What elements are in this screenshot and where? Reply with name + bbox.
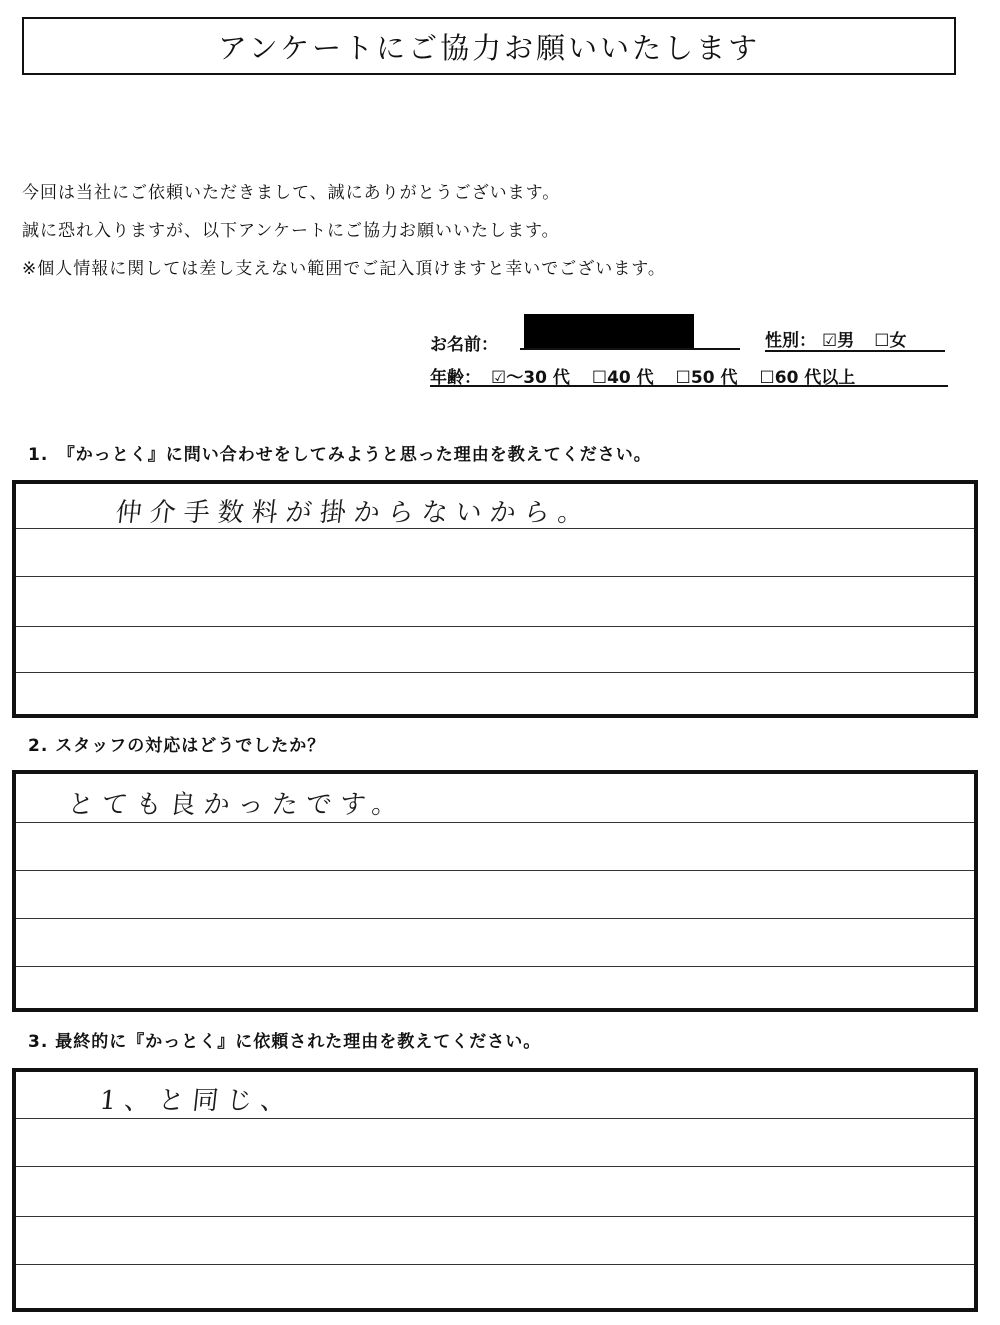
age-label: 年齢： xyxy=(430,368,481,388)
checked-box-icon: ☑ xyxy=(491,368,507,388)
ruled-line xyxy=(16,626,974,627)
empty-box-icon: ☐ xyxy=(874,331,890,351)
name-label: お名前： xyxy=(430,335,498,355)
age-option-label: ～30 代 xyxy=(506,368,570,388)
question-1-label: 1. 『かっとく』に問い合わせをしてみようと思った理由を教えてください。 xyxy=(28,445,652,465)
checked-box-icon: ☑ xyxy=(822,331,838,351)
question-2-answer-text: とても良かったです。 xyxy=(66,790,408,820)
empty-box-icon: ☐ xyxy=(759,368,775,388)
question-2-answer-box[interactable] xyxy=(12,770,978,1012)
ruled-line xyxy=(16,1118,974,1119)
intro-line-1: 今回は当社にご依頼いただきまして、誠にありがとうございます。 xyxy=(22,183,561,203)
gender-option-female[interactable] xyxy=(874,326,906,351)
name-redaction xyxy=(524,314,694,348)
gender-option-male[interactable] xyxy=(822,326,854,351)
ruled-line xyxy=(16,1216,974,1217)
ruled-line xyxy=(16,966,974,967)
intro-line-2: 誠に恐れ入りますが、以下アンケートにご協力お願いいたします。 xyxy=(22,221,560,241)
ruled-line xyxy=(16,870,974,871)
question-2-label: 2. スタッフの対応はどうでしたか？ xyxy=(28,736,326,756)
intro-line-3: ※個人情報に関しては差し支えない範囲でご記入頂けますと幸いでございます。 xyxy=(22,259,666,279)
gender-option-label: 女 xyxy=(889,331,907,351)
age-option-label: 50 代 xyxy=(690,368,738,388)
empty-box-icon: ☐ xyxy=(675,368,691,388)
ruled-line xyxy=(16,1264,974,1265)
question-3-label: 3. 最終的に『かっとく』に依頼された理由を教えてください。 xyxy=(28,1032,542,1052)
question-1-answer-box[interactable] xyxy=(12,480,978,718)
gender-underline xyxy=(765,350,945,352)
age-underline xyxy=(430,385,948,387)
question-3-answer-box[interactable] xyxy=(12,1068,978,1312)
ruled-line xyxy=(16,576,974,577)
ruled-line xyxy=(16,1166,974,1167)
empty-box-icon: ☐ xyxy=(591,368,608,388)
survey-title: アンケートにご協力お願いいたします xyxy=(22,17,956,75)
gender-option-label: 男 xyxy=(837,331,855,351)
name-field-line[interactable] xyxy=(520,348,740,350)
age-option-label: 60 代以上 xyxy=(774,368,856,388)
question-3-answer-text: 1、と同じ、 xyxy=(98,1086,296,1116)
ruled-line xyxy=(16,822,974,823)
ruled-line xyxy=(16,672,974,673)
gender-label: 性別： xyxy=(765,331,816,351)
gender-field xyxy=(765,326,907,351)
ruled-line xyxy=(16,918,974,919)
age-option-label: 40 代 xyxy=(607,368,654,388)
question-1-answer-text: 仲介手数料が掛からないから。 xyxy=(114,498,594,528)
